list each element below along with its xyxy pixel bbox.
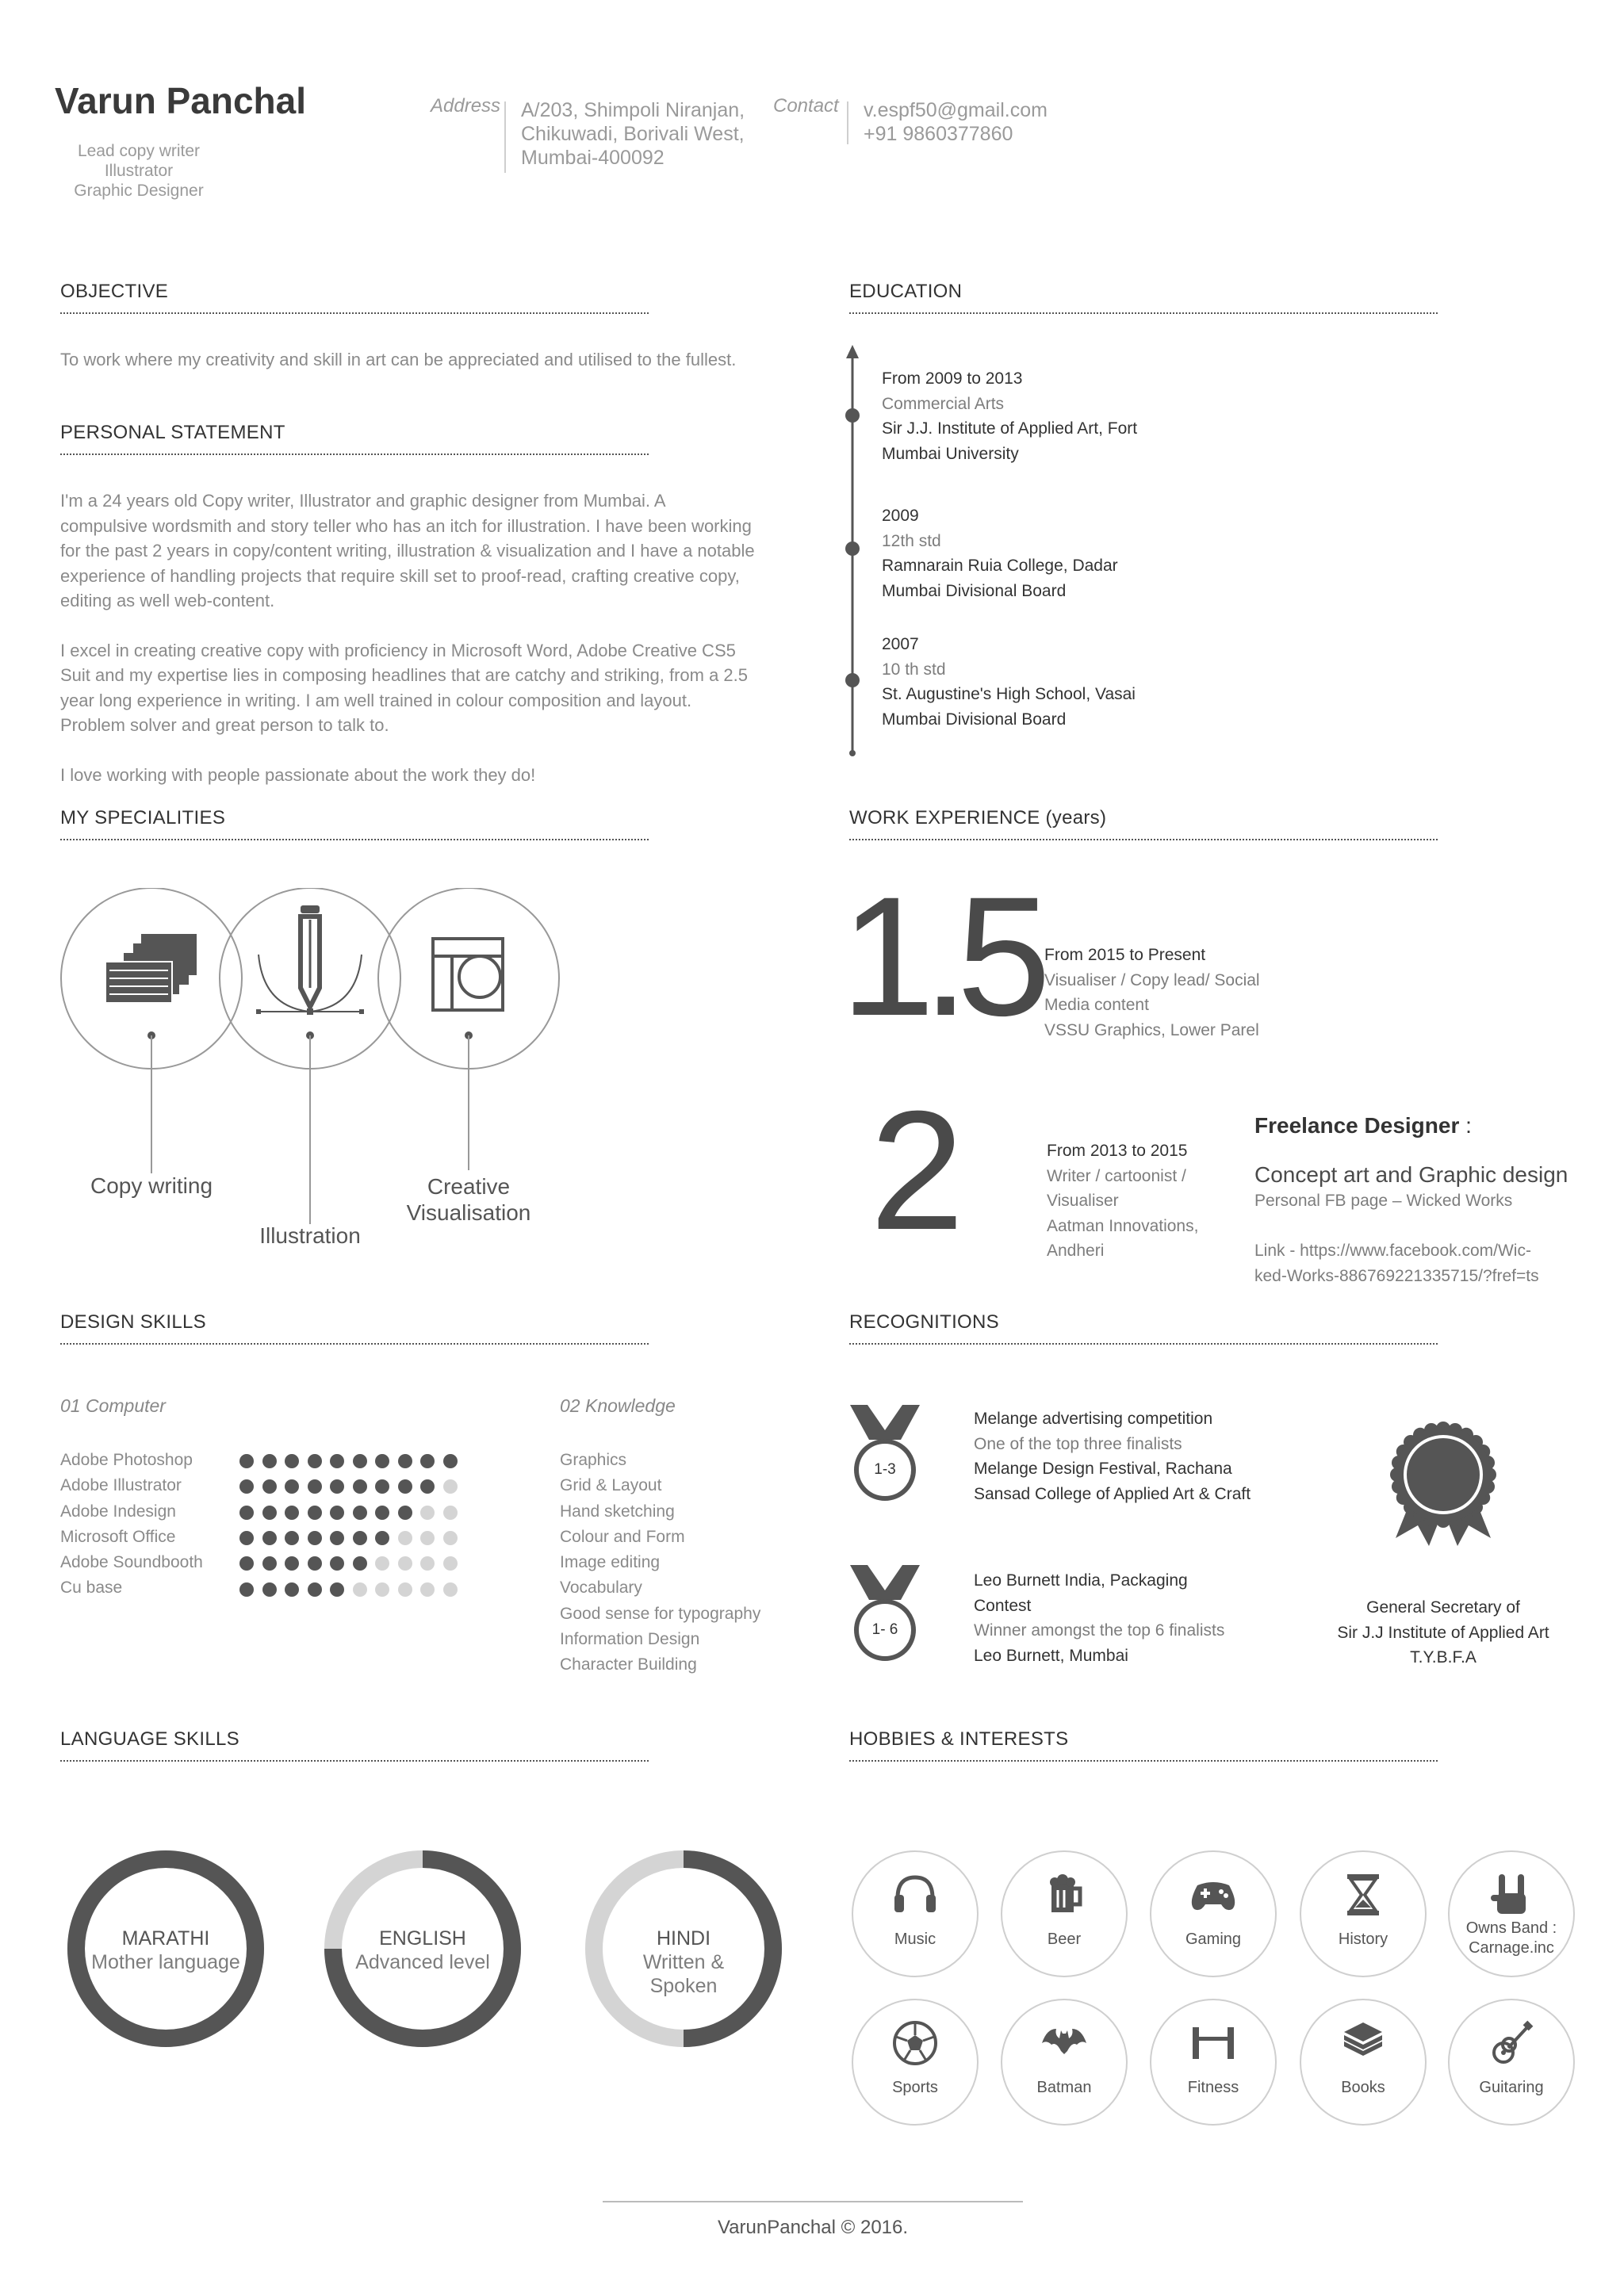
- skill-dot-filled: [262, 1531, 277, 1545]
- beer-mug-icon: [1040, 1871, 1088, 1919]
- recognition-1: [974, 1406, 1251, 1506]
- address-line-3: Mumbai-400092: [521, 147, 665, 169]
- p2-line: Suit and my expertise lies in composing headlines that are catchy and striking, from a 2.5: [60, 665, 749, 685]
- rec-line: Contest: [974, 1596, 1032, 1615]
- skill-dot-filled: [239, 1531, 254, 1545]
- email-link[interactable]: v.espf50@gmail.com: [864, 99, 1048, 121]
- contact-divider: [847, 101, 848, 144]
- skill-dot-empty: [420, 1506, 435, 1520]
- soccer-ball-icon: [891, 2019, 939, 2067]
- address-block: [521, 98, 745, 170]
- skill-dot-filled: [420, 1454, 435, 1468]
- computer-skill: Adobe Soundbooth: [60, 1553, 203, 1572]
- job-1: [1044, 943, 1260, 1043]
- skill-dot-filled: [375, 1454, 389, 1468]
- roles: [56, 141, 222, 201]
- timeline-dot-2: [845, 541, 860, 556]
- recognition-2: [974, 1568, 1224, 1668]
- skill-dot-filled: [353, 1531, 367, 1545]
- rec-line: General Secretary of: [1366, 1598, 1520, 1617]
- speciality-visualisation: [373, 1173, 564, 1226]
- skill-dot-filled: [353, 1454, 367, 1468]
- rec-line: Winner amongst the top 6 finalists: [974, 1621, 1225, 1640]
- link-line[interactable]: Link - https://www.facebook.com/Wic-: [1254, 1242, 1531, 1260]
- edu-institute: St. Augustine's High School, Vasai: [882, 685, 1136, 703]
- medal-rank-1: 1-3: [874, 1461, 896, 1478]
- p1-line: experience of handling projects that require skill set to proof-read, crafting creative copy,: [60, 565, 740, 586]
- language-level: Mother language: [91, 1951, 240, 1973]
- job-2: [1047, 1138, 1198, 1264]
- language-rule: [60, 1760, 649, 1762]
- skill-dot-filled: [262, 1454, 277, 1468]
- skill-dot-filled: [353, 1556, 367, 1571]
- computer-skill: Adobe Indesign: [60, 1502, 176, 1521]
- knowledge-item: Character Building: [560, 1655, 697, 1674]
- job-company: VSSU Graphics, Lower Parel: [1044, 1020, 1259, 1039]
- skill-dot-filled: [353, 1479, 367, 1494]
- work-rule: [849, 839, 1438, 840]
- skill-dot-empty: [398, 1582, 412, 1597]
- p1-line: for the past 2 years in copy/content writing, illustration & visualization and I have a notable: [60, 541, 755, 561]
- job-company: Aatman Innovations,: [1047, 1216, 1199, 1235]
- role-1: Lead copy writer: [77, 142, 201, 160]
- freelance-heading: [1254, 1113, 1472, 1138]
- computer-skill: Microsoft Office: [60, 1527, 176, 1546]
- contact-block: [864, 98, 1048, 146]
- hobby-label: History: [1338, 1931, 1388, 1948]
- language-title: LANGUAGE SKILLS: [60, 1728, 239, 1750]
- skill-dot-filled: [330, 1506, 344, 1520]
- education-entry-1: [882, 366, 1137, 466]
- hobby-label: Guitaring: [1479, 2079, 1544, 2096]
- speciality-copywriting: Copy writing: [90, 1173, 213, 1198]
- language-level: Spoken: [649, 1975, 718, 1997]
- timeline-dot-1: [845, 408, 860, 423]
- skill-dot-filled: [239, 1454, 254, 1468]
- years-big-2: 2: [870, 1076, 965, 1265]
- pages-icon: [105, 934, 197, 1004]
- speciality-line: Creative: [427, 1174, 511, 1199]
- rec-line: Melange advertising competition: [974, 1410, 1213, 1428]
- skill-dot-filled: [308, 1506, 322, 1520]
- language-name: HINDI: [656, 1927, 711, 1950]
- skill-dot-filled: [262, 1479, 277, 1494]
- skill-dot-filled: [308, 1479, 322, 1494]
- language-marathi: [72, 1927, 259, 1974]
- knowledge-list: [560, 1448, 760, 1678]
- resume-name: Varun Panchal: [55, 80, 307, 121]
- language-hindi: [590, 1927, 777, 1998]
- knowledge-item: Vocabulary: [560, 1578, 642, 1598]
- p2-line: year long experience in writing. I am well trained in colour composition and layout.: [60, 690, 692, 710]
- skill-dot-filled: [330, 1556, 344, 1571]
- skill-dot-empty: [353, 1582, 367, 1597]
- job-role: Visualiser / Copy lead/ Social: [1044, 970, 1260, 989]
- knowledge-item: Grid & Layout: [560, 1476, 662, 1495]
- skill-dot-filled: [308, 1454, 322, 1468]
- skill-dot-filled: [398, 1506, 412, 1520]
- language-english: [329, 1927, 516, 1974]
- skill-dot-filled: [308, 1556, 322, 1571]
- hobby-label: Fitness: [1187, 2079, 1239, 2096]
- edu-course: 12th std: [882, 531, 941, 550]
- p1-line: editing as well web-content.: [60, 591, 275, 610]
- freelance-colon: :: [1459, 1113, 1472, 1138]
- timeline-arrow: [846, 345, 859, 358]
- hobby-label: Gaming: [1185, 1931, 1242, 1948]
- skill-dot-filled: [262, 1556, 277, 1571]
- role-3: Graphic Designer: [74, 182, 204, 200]
- knowledge-title: 02 Knowledge: [560, 1395, 676, 1416]
- skill-dot-filled: [262, 1582, 277, 1597]
- rec-line: Sir J.J Institute of Applied Art: [1337, 1623, 1549, 1642]
- skill-dot-empty: [443, 1506, 458, 1520]
- hobbies-title: HOBBIES & INTERESTS: [849, 1728, 1069, 1750]
- edu-institute: Sir J.J. Institute of Applied Art, Fort: [882, 419, 1138, 438]
- freelance-link[interactable]: [1254, 1238, 1539, 1288]
- footer-rule: [603, 2201, 1023, 2202]
- skill-dot-filled: [330, 1531, 344, 1545]
- address-line-1: A/203, Shimpoli Niranjan,: [521, 99, 745, 121]
- education-rule: [849, 312, 1438, 314]
- edu-year: From 2009 to 2013: [882, 369, 1023, 388]
- personal-title: PERSONAL STATEMENT: [60, 422, 285, 443]
- skill-dot-filled: [330, 1582, 344, 1597]
- rec-line: Sansad College of Applied Art & Craft: [974, 1484, 1251, 1503]
- work-title: WORK EXPERIENCE (years): [849, 807, 1107, 828]
- hobby-label: Books: [1341, 2079, 1385, 2096]
- hourglass-icon: [1339, 1871, 1387, 1919]
- skill-dot-filled: [353, 1506, 367, 1520]
- freelance-fb: Personal FB page – Wicked Works: [1254, 1192, 1513, 1210]
- skill-dot-filled: [262, 1506, 277, 1520]
- skill-dot-filled: [330, 1479, 344, 1494]
- skill-dot-filled: [375, 1506, 389, 1520]
- computer-skill: Adobe Illustrator: [60, 1476, 182, 1495]
- edu-board: Mumbai University: [882, 444, 1019, 463]
- link-line[interactable]: ked-Works-886769221335715/?fref=ts: [1254, 1266, 1539, 1285]
- edu-year: 2007: [882, 635, 919, 653]
- job-role: Visualiser: [1047, 1192, 1119, 1210]
- objective-text: To work where my creativity and skill in art can be appreciated and utilised to the fullest.: [60, 350, 737, 369]
- skill-dot-filled: [420, 1479, 435, 1494]
- knowledge-item: Good sense for typography: [560, 1604, 761, 1623]
- skill-dot-filled: [285, 1531, 299, 1545]
- years-big-1: 1.5: [841, 862, 1039, 1051]
- footer-text: VarunPanchal © 2016.: [717, 2217, 909, 2238]
- design-title: DESIGN SKILLS: [60, 1311, 206, 1333]
- skill-dot-empty: [375, 1582, 389, 1597]
- skill-dot-filled: [285, 1506, 299, 1520]
- rec-line: One of the top three finalists: [974, 1434, 1182, 1453]
- specialities-title: MY SPECIALITIES: [60, 807, 226, 828]
- personal-rule: [60, 453, 649, 455]
- skill-dot-filled: [239, 1479, 254, 1494]
- hobby-label: Owns Band : Carnage.inc: [1465, 1919, 1557, 1957]
- medal-icon: [845, 1402, 925, 1505]
- p1-line: compulsive wordsmith and story teller who has an itch for illustration. I have been working: [60, 515, 752, 536]
- pencil-icon: [256, 905, 364, 1015]
- skill-dot-filled: [308, 1531, 322, 1545]
- job-period: From 2013 to 2015: [1047, 1142, 1188, 1160]
- guitar-icon: [1488, 2019, 1535, 2067]
- skill-dot-filled: [308, 1582, 322, 1597]
- edu-course: Commercial Arts: [882, 394, 1005, 413]
- book-stack-icon: [1339, 2019, 1387, 2067]
- objective-rule: [60, 312, 649, 314]
- recognitions-rule: [849, 1343, 1438, 1345]
- personal-statement: [60, 488, 806, 787]
- skill-dot-filled: [443, 1454, 458, 1468]
- speciality-line: Visualisation: [406, 1200, 531, 1225]
- specialities-rule: [60, 839, 649, 840]
- freelance-title: Freelance Designer: [1254, 1113, 1460, 1138]
- skill-level-dots: [239, 1454, 469, 1613]
- hobby-label: Sports: [892, 2079, 938, 2096]
- skill-dot-empty: [420, 1556, 435, 1571]
- batman-logo-icon: [1040, 2019, 1088, 2067]
- address-line-2: Chikuwadi, Borivali West,: [521, 123, 745, 145]
- education-timeline: [841, 341, 864, 761]
- skill-dot-filled: [375, 1531, 389, 1545]
- skill-dot-empty: [420, 1582, 435, 1597]
- design-rule: [60, 1343, 649, 1345]
- recognition-3: [1293, 1595, 1594, 1670]
- address-label: Address: [431, 95, 501, 117]
- computer-skill: Cu base: [60, 1578, 123, 1598]
- rec-line: Melange Design Festival, Rachana: [974, 1460, 1232, 1478]
- speciality-illustration: Illustration: [259, 1223, 361, 1248]
- hobby-label: Beer: [1047, 1931, 1082, 1948]
- skill-dot-empty: [420, 1531, 435, 1545]
- contact-label: Contact: [773, 95, 839, 117]
- computer-skill-list: [60, 1448, 203, 1601]
- skill-dot-filled: [330, 1454, 344, 1468]
- frame-icon: [433, 939, 503, 1010]
- knowledge-item: Colour and Form: [560, 1527, 685, 1546]
- skill-dot-filled: [285, 1582, 299, 1597]
- barbell-icon: [1189, 2019, 1237, 2067]
- hobbies-rule: [849, 1760, 1438, 1762]
- gamepad-icon: [1189, 1871, 1237, 1919]
- job-period: From 2015 to Present: [1044, 946, 1206, 964]
- skill-dot-empty: [398, 1556, 412, 1571]
- rec-line: T.Y.B.F.A: [1410, 1648, 1477, 1667]
- edu-institute: Ramnarain Ruia College, Dadar: [882, 557, 1118, 575]
- language-level: Advanced level: [355, 1951, 490, 1973]
- rec-line: Leo Burnett India, Packaging: [974, 1571, 1188, 1590]
- timeline-dot-3: [845, 673, 860, 687]
- rock-hand-icon: [1488, 1871, 1535, 1919]
- education-entry-3: [882, 632, 1136, 732]
- knowledge-item: Hand sketching: [560, 1502, 675, 1521]
- recognitions-title: RECOGNITIONS: [849, 1311, 999, 1333]
- medal-icon: [845, 1562, 925, 1665]
- edu-board: Mumbai Divisional Board: [882, 710, 1067, 729]
- skill-dot-empty: [443, 1556, 458, 1571]
- language-name: MARATHI: [121, 1927, 210, 1950]
- skill-dot-empty: [443, 1582, 458, 1597]
- edu-course: 10 th std: [882, 660, 946, 679]
- edu-year: 2009: [882, 507, 919, 525]
- skill-dot-filled: [285, 1454, 299, 1468]
- job-role: Media content: [1044, 996, 1149, 1014]
- address-divider: [504, 101, 506, 173]
- education-title: EDUCATION: [849, 281, 963, 302]
- skill-dot-filled: [285, 1556, 299, 1571]
- knowledge-item: Information Design: [560, 1630, 700, 1649]
- hobby-label: Music: [894, 1931, 936, 1948]
- rec-line: Leo Burnett, Mumbai: [974, 1646, 1128, 1665]
- job-role: Writer / cartoonist /: [1047, 1166, 1186, 1185]
- computer-skill: Adobe Photoshop: [60, 1451, 193, 1469]
- phone-number: +91 9860377860: [864, 123, 1013, 145]
- knowledge-item: Image editing: [560, 1553, 661, 1572]
- role-2: Illustrator: [104, 162, 174, 180]
- p2-line: I excel in creating creative copy with proficiency in Microsoft Word, Adobe Creative CS5: [60, 640, 736, 660]
- skill-dot-filled: [239, 1506, 254, 1520]
- headphones-icon: [891, 1871, 939, 1919]
- knowledge-item: Graphics: [560, 1451, 627, 1469]
- timeline-end: [849, 750, 856, 756]
- p3-line: I love working with people passionate about the work they do!: [60, 764, 536, 785]
- skill-dot-filled: [398, 1479, 412, 1494]
- skill-dot-filled: [398, 1454, 412, 1468]
- skill-dot-empty: [443, 1479, 458, 1494]
- skill-dot-empty: [375, 1556, 389, 1571]
- objective-title: OBJECTIVE: [60, 281, 169, 302]
- skill-dot-filled: [375, 1479, 389, 1494]
- edu-board: Mumbai Divisional Board: [882, 581, 1067, 600]
- award-rosette-icon: [1380, 1419, 1507, 1554]
- job-company: Andheri: [1047, 1242, 1105, 1260]
- skill-dot-filled: [239, 1556, 254, 1571]
- computer-title: 01 Computer: [60, 1395, 166, 1416]
- skill-dot-empty: [443, 1531, 458, 1545]
- skill-dot-empty: [398, 1531, 412, 1545]
- language-name: ENGLISH: [379, 1927, 466, 1950]
- hobby-label: Batman: [1036, 2079, 1092, 2096]
- p2-line: Problem solver and great person to talk to.: [60, 715, 389, 735]
- p1-line: I'm a 24 years old Copy writer, Illustrator and graphic designer from Mumbai. A: [60, 491, 666, 511]
- language-level: Written &: [642, 1951, 725, 1973]
- medal-rank-2: 1- 6: [871, 1621, 898, 1638]
- education-entry-2: [882, 503, 1118, 603]
- skill-dot-filled: [239, 1582, 254, 1597]
- freelance-sub: Concept art and Graphic design: [1254, 1162, 1568, 1187]
- skill-dot-filled: [285, 1479, 299, 1494]
